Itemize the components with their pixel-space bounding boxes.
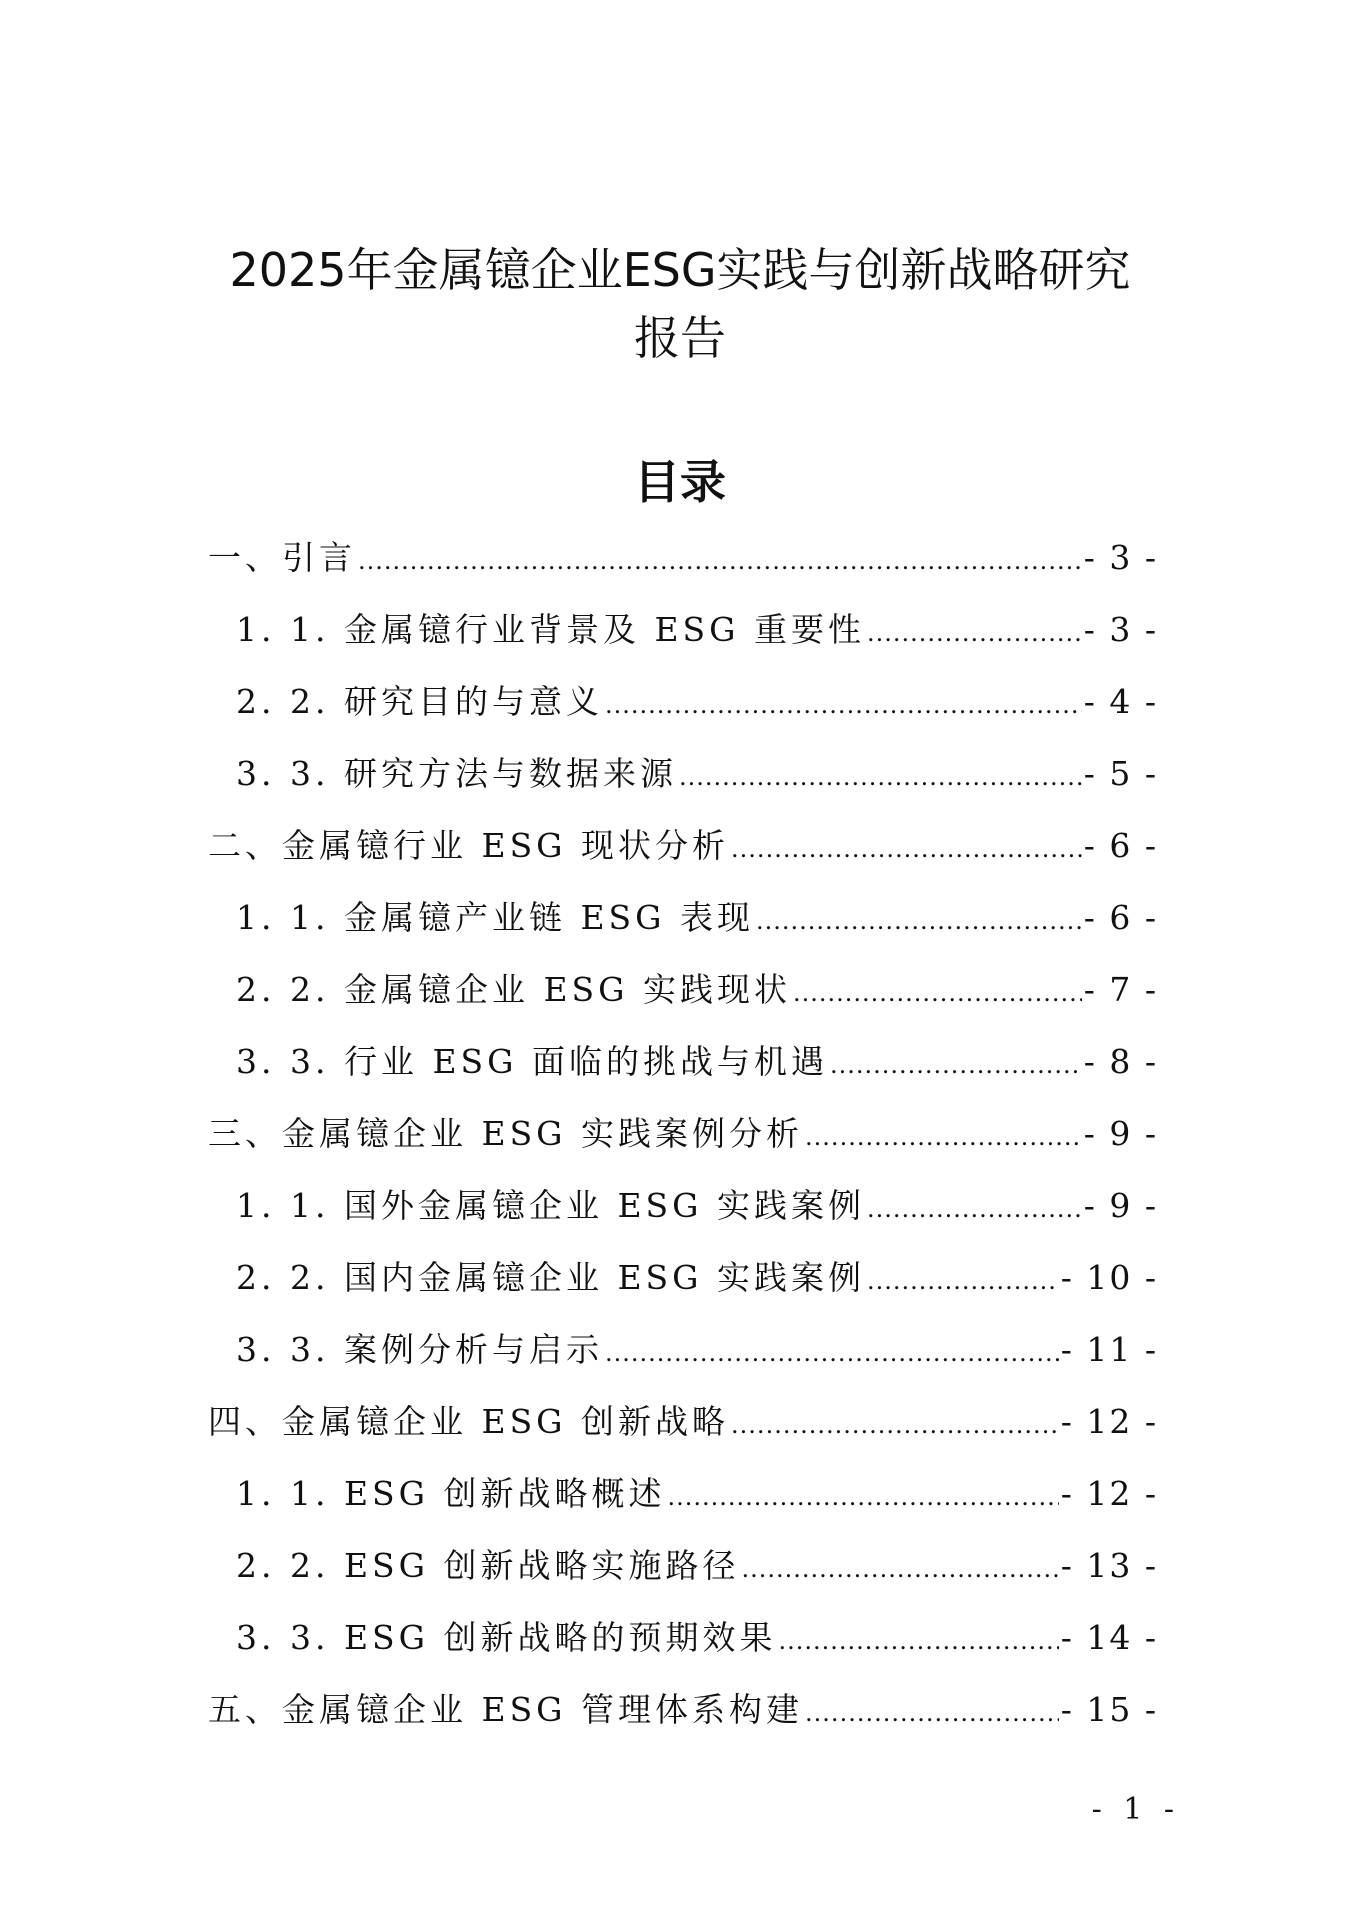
toc-entry-title: 2. 2. 研究目的与意义 bbox=[236, 682, 603, 721]
toc-section-entry[interactable] bbox=[208, 1458, 1158, 1530]
toc-section-entry[interactable] bbox=[208, 594, 1158, 666]
document-title bbox=[180, 236, 1180, 372]
toc-entry-page-number: - 11 - bbox=[1060, 1330, 1158, 1369]
toc-chapter-entry[interactable] bbox=[208, 810, 1158, 882]
toc-dot-leader bbox=[756, 885, 1082, 957]
toc-entry-page-number: - 15 - bbox=[1060, 1690, 1158, 1729]
toc-chapter-entry[interactable] bbox=[208, 1386, 1158, 1458]
toc-entry-title: 2. 2. 国内金属镱企业 ESG 实践案例 bbox=[236, 1258, 865, 1297]
toc-section-entry[interactable] bbox=[208, 1314, 1158, 1386]
toc-entry-page-number: - 12 - bbox=[1060, 1474, 1158, 1513]
toc-section-entry[interactable] bbox=[208, 1026, 1158, 1098]
toc-section-entry[interactable] bbox=[208, 666, 1158, 738]
toc-dot-leader bbox=[742, 1533, 1059, 1605]
toc-entry-page-number: - 6 - bbox=[1083, 826, 1158, 865]
toc-entry-page-number: - 12 - bbox=[1060, 1402, 1158, 1441]
toc-entry-page-number: - 13 - bbox=[1060, 1546, 1158, 1585]
toc-entry-page-number: - 4 - bbox=[1083, 682, 1158, 721]
toc-entry-title: 3. 3. 研究方法与数据来源 bbox=[236, 754, 677, 793]
toc-entry-title: 1. 1. 金属镱产业链 ESG 表现 bbox=[236, 898, 754, 937]
toc-entry-title: 3. 3. ESG 创新战略的预期效果 bbox=[236, 1618, 777, 1657]
toc-entry-title: 四、金属镱企业 ESG 创新战略 bbox=[208, 1402, 730, 1441]
toc-entry-title: 1. 1. 金属镱行业背景及 ESG 重要性 bbox=[236, 610, 865, 649]
toc-entry-title: 3. 3. 案例分析与启示 bbox=[236, 1330, 603, 1369]
toc-dot-leader bbox=[605, 1317, 1059, 1389]
toc-chapter-entry[interactable] bbox=[208, 1098, 1158, 1170]
toc-entry-page-number: - 10 - bbox=[1060, 1258, 1158, 1297]
toc-chapter-entry[interactable] bbox=[208, 522, 1158, 594]
toc-entry-title: 2. 2. ESG 创新战略实施路径 bbox=[236, 1546, 740, 1585]
table-of-contents bbox=[208, 522, 1158, 1746]
toc-entry-page-number: - 9 - bbox=[1083, 1186, 1158, 1225]
document-title-line-1: 2025年金属镱企业ESG实践与创新战略研究 bbox=[229, 243, 1131, 297]
toc-entry-title: 一、引言 bbox=[208, 538, 356, 577]
toc-dot-leader bbox=[731, 1389, 1059, 1461]
document-title-line-2: 报告 bbox=[634, 311, 726, 365]
page-number: - 1 - bbox=[1091, 1792, 1180, 1827]
toc-entry-page-number: - 14 - bbox=[1060, 1618, 1158, 1657]
toc-entry-title: 2. 2. 金属镱企业 ESG 实践现状 bbox=[236, 970, 791, 1009]
toc-dot-leader bbox=[805, 1101, 1082, 1173]
toc-entry-title: 1. 1. 国外金属镱企业 ESG 实践案例 bbox=[236, 1186, 865, 1225]
toc-section-entry[interactable] bbox=[208, 882, 1158, 954]
toc-entry-page-number: - 3 - bbox=[1083, 610, 1158, 649]
toc-dot-leader bbox=[867, 597, 1082, 669]
toc-entry-title: 二、金属镱行业 ESG 现状分析 bbox=[208, 826, 730, 865]
toc-section-entry[interactable] bbox=[208, 1170, 1158, 1242]
toc-entry-page-number: - 8 - bbox=[1083, 1042, 1158, 1081]
toc-section-entry[interactable] bbox=[208, 738, 1158, 810]
toc-entry-title: 1. 1. ESG 创新战略概述 bbox=[236, 1474, 666, 1513]
toc-dot-leader bbox=[731, 813, 1082, 885]
toc-dot-leader bbox=[867, 1173, 1082, 1245]
toc-dot-leader bbox=[668, 1461, 1059, 1533]
toc-entry-title: 3. 3. 行业 ESG 面临的挑战与机遇 bbox=[236, 1042, 828, 1081]
toc-entry-page-number: - 5 - bbox=[1083, 754, 1158, 793]
toc-section-entry[interactable] bbox=[208, 1242, 1158, 1314]
toc-dot-leader bbox=[605, 669, 1082, 741]
toc-dot-leader bbox=[679, 741, 1082, 813]
toc-entry-page-number: - 9 - bbox=[1083, 1114, 1158, 1153]
toc-entry-page-number: - 3 - bbox=[1083, 538, 1158, 577]
toc-dot-leader bbox=[805, 1677, 1059, 1749]
toc-entry-title: 五、金属镱企业 ESG 管理体系构建 bbox=[208, 1690, 804, 1729]
toc-entry-page-number: - 6 - bbox=[1083, 898, 1158, 937]
toc-dot-leader bbox=[830, 1029, 1082, 1101]
toc-section-entry[interactable] bbox=[208, 954, 1158, 1026]
toc-dot-leader bbox=[793, 957, 1082, 1029]
toc-entry-page-number: - 7 - bbox=[1083, 970, 1158, 1009]
toc-entry-title: 三、金属镱企业 ESG 实践案例分析 bbox=[208, 1114, 804, 1153]
toc-section-entry[interactable] bbox=[208, 1602, 1158, 1674]
toc-dot-leader bbox=[867, 1245, 1059, 1317]
toc-chapter-entry[interactable] bbox=[208, 1674, 1158, 1746]
toc-section-entry[interactable] bbox=[208, 1530, 1158, 1602]
toc-heading: 目录 bbox=[634, 455, 726, 509]
toc-dot-leader bbox=[358, 525, 1082, 597]
toc-dot-leader bbox=[779, 1605, 1059, 1677]
